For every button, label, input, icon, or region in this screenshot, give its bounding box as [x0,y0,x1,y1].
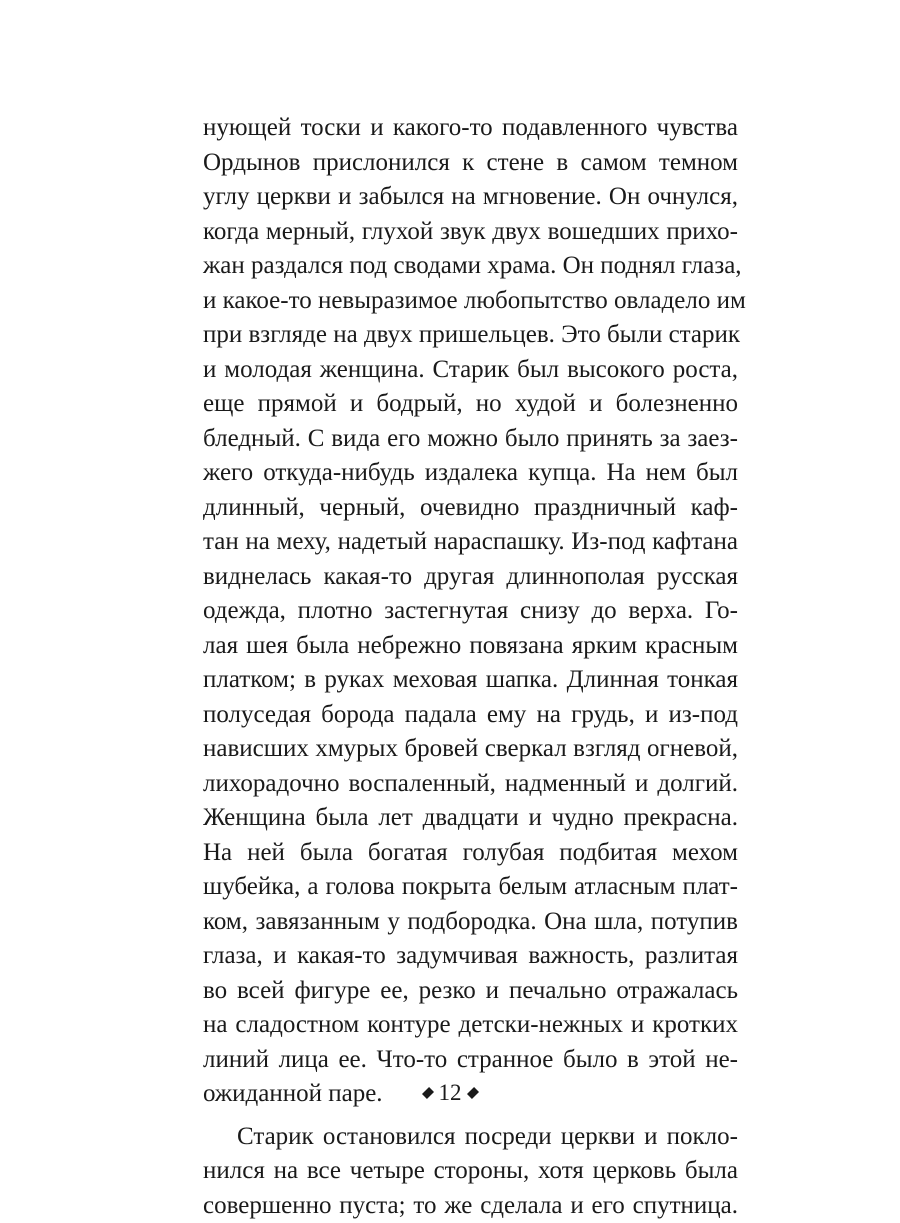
text-line: одежда, плотно застегнутая снизу до верха. Го- [203,594,738,629]
text-line: нующей тоски и какого-то подавленного чувства [203,111,738,146]
text-line: углу церкви и забылся на мгновение. Он очнулся, [203,180,738,215]
text-line: линий лица ее. Что-то странное было в этой не- [203,1043,738,1078]
text-line: шубейка, а голова покрыта белым атласным плат- [203,870,738,905]
text-line: еще прямой и бодрый, но худой и болезненно [203,387,738,422]
page-number: 12 [439,1080,462,1105]
text-line: и молодая женщина. Старик был высокого роста, [203,353,738,388]
paragraph-1 [203,111,738,1112]
text-line: во всей фигуре ее, резко и печально отражалась [203,974,738,1009]
text-line: нился на все четыре стороны, хотя церковь была [203,1154,738,1189]
text-line: На ней была богатая голубая подбитая мехом [203,836,738,871]
text-line: глаза, и какая-то задумчивая важность, разлитая [203,939,738,974]
text-line: жан раздался под сводами храма. Он поднял глаза, [203,249,738,284]
paragraph-gap [203,1112,738,1120]
text-line: Ордынов прислонился к стене в самом темном [203,146,738,181]
text-line: лая шея была небрежно повязана ярким красным [203,629,738,664]
text-line: нависших хмурых бровей сверкал взгляд огневой, [203,732,738,767]
diamond-ornament-icon [421,1087,433,1099]
text-line: на сладостном контуре детски-нежных и кротких [203,1008,738,1043]
text-line: лихорадочно воспаленный, надменный и долгий. [203,767,738,802]
text-line: и какое-то невыразимое любопытство овладело им [203,284,738,319]
text-line: бледный. С вида его можно было принять за заез- [203,422,738,457]
text-line: ком, завязанным у подбородка. Она шла, потупив [203,905,738,940]
text-line: совершенно пуста; то же сделала и его спутница. [203,1189,738,1223]
text-line: тан на меху, надетый нараспашку. Из-под кафтана [203,525,738,560]
text-line: Старик остановился посреди церкви и покло- [203,1120,738,1155]
text-line: ожиданной паре. [203,1077,738,1112]
text-line: платком; в руках меховая шапка. Длинная тонкая [203,663,738,698]
text-line: полуседая борода падала ему на грудь, и из-под [203,698,738,733]
text-line: при взгляде на двух пришельцев. Это были старик [203,318,738,353]
diamond-ornament-icon [466,1087,478,1099]
paragraph-2 [203,1120,738,1223]
text-line: длинный, черный, очевидно праздничный каф- [203,491,738,526]
text-line: когда мерный, глухой звук двух вошедших прихо- [203,215,738,250]
text-line: Женщина была лет двадцати и чудно прекрасна. [203,801,738,836]
text-line: виднелась какая-то другая длиннополая русская [203,560,738,595]
text-line: жего откуда-нибудь издалека купца. На нем был [203,456,738,491]
page-footer [0,1078,900,1108]
body-text [203,111,738,1223]
